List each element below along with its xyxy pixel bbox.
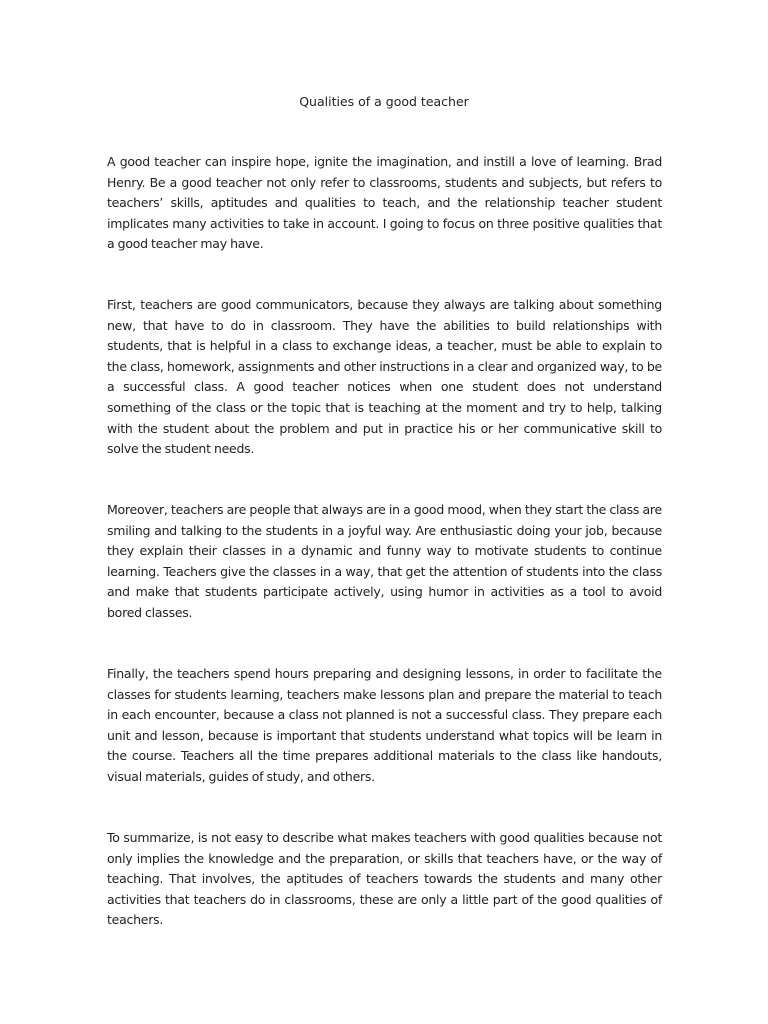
- paragraph-summary: To summarize, is not easy to describe what makes teachers with good qualities because not only implies the knowledge and the preparation, or skills that teachers have, or the way of teaching. That involves, the aptitudes of teachers towards the students and many other activities that teachers do in classrooms, these are only a little part of the good qualities of teachers.: [107, 830, 662, 928]
- paragraph-communicators: First, teachers are good communicators, because they always are talking about something new, that have to do in classroom. They have the abilities to build relationships with students, that is helpful in a class to exchange ideas, a teacher, must be able to explain to the class, homework, assignments and other instructions in a clear and organized way, to be a successful class. A good teacher notices when one student does not understand something of the class or the topic that is teaching at the moment and try to help, talking with the student about the problem and put in practice his or her communicative skill to solve the student needs.: [107, 297, 662, 457]
- paragraph-introduction: A good teacher can inspire hope, ignite the imagination, and instill a love of learning. Brad Henry. Be a good teacher not only refer to classrooms, students and subjects, but refers to teachers’ skills, aptitudes and qualities to teach, and the relationship teacher student implicates many activities to take in account. I going to focus on three positive qualities that a good teacher may have.: [107, 154, 662, 252]
- paragraph-lesson-planning: Finally, the teachers spend hours preparing and designing lessons, in order to facilitate the classes for students learning, teachers make lessons plan and prepare the material to teach in each encounter, because a class not planned is not a successful class. They prepare each unit and lesson, because is important that students understand what topics will be learn in the course. Teachers all the time prepares additional materials to the class like handouts, visual materials, guides of study, and others.: [107, 666, 662, 784]
- paragraph-good-mood: Moreover, teachers are people that always are in a good mood, when they start the class are smiling and talking to the students in a joyful way. Are enthusiastic doing your job, because they explain their classes in a dynamic and funny way to motivate students to continue learning. Teachers give the classes in a way, that get the attention of students into the class and make that students participate actively, using humor in activities as a tool to avoid bored classes.: [107, 502, 662, 620]
- document-title: Qualities of a good teacher: [299, 94, 469, 109]
